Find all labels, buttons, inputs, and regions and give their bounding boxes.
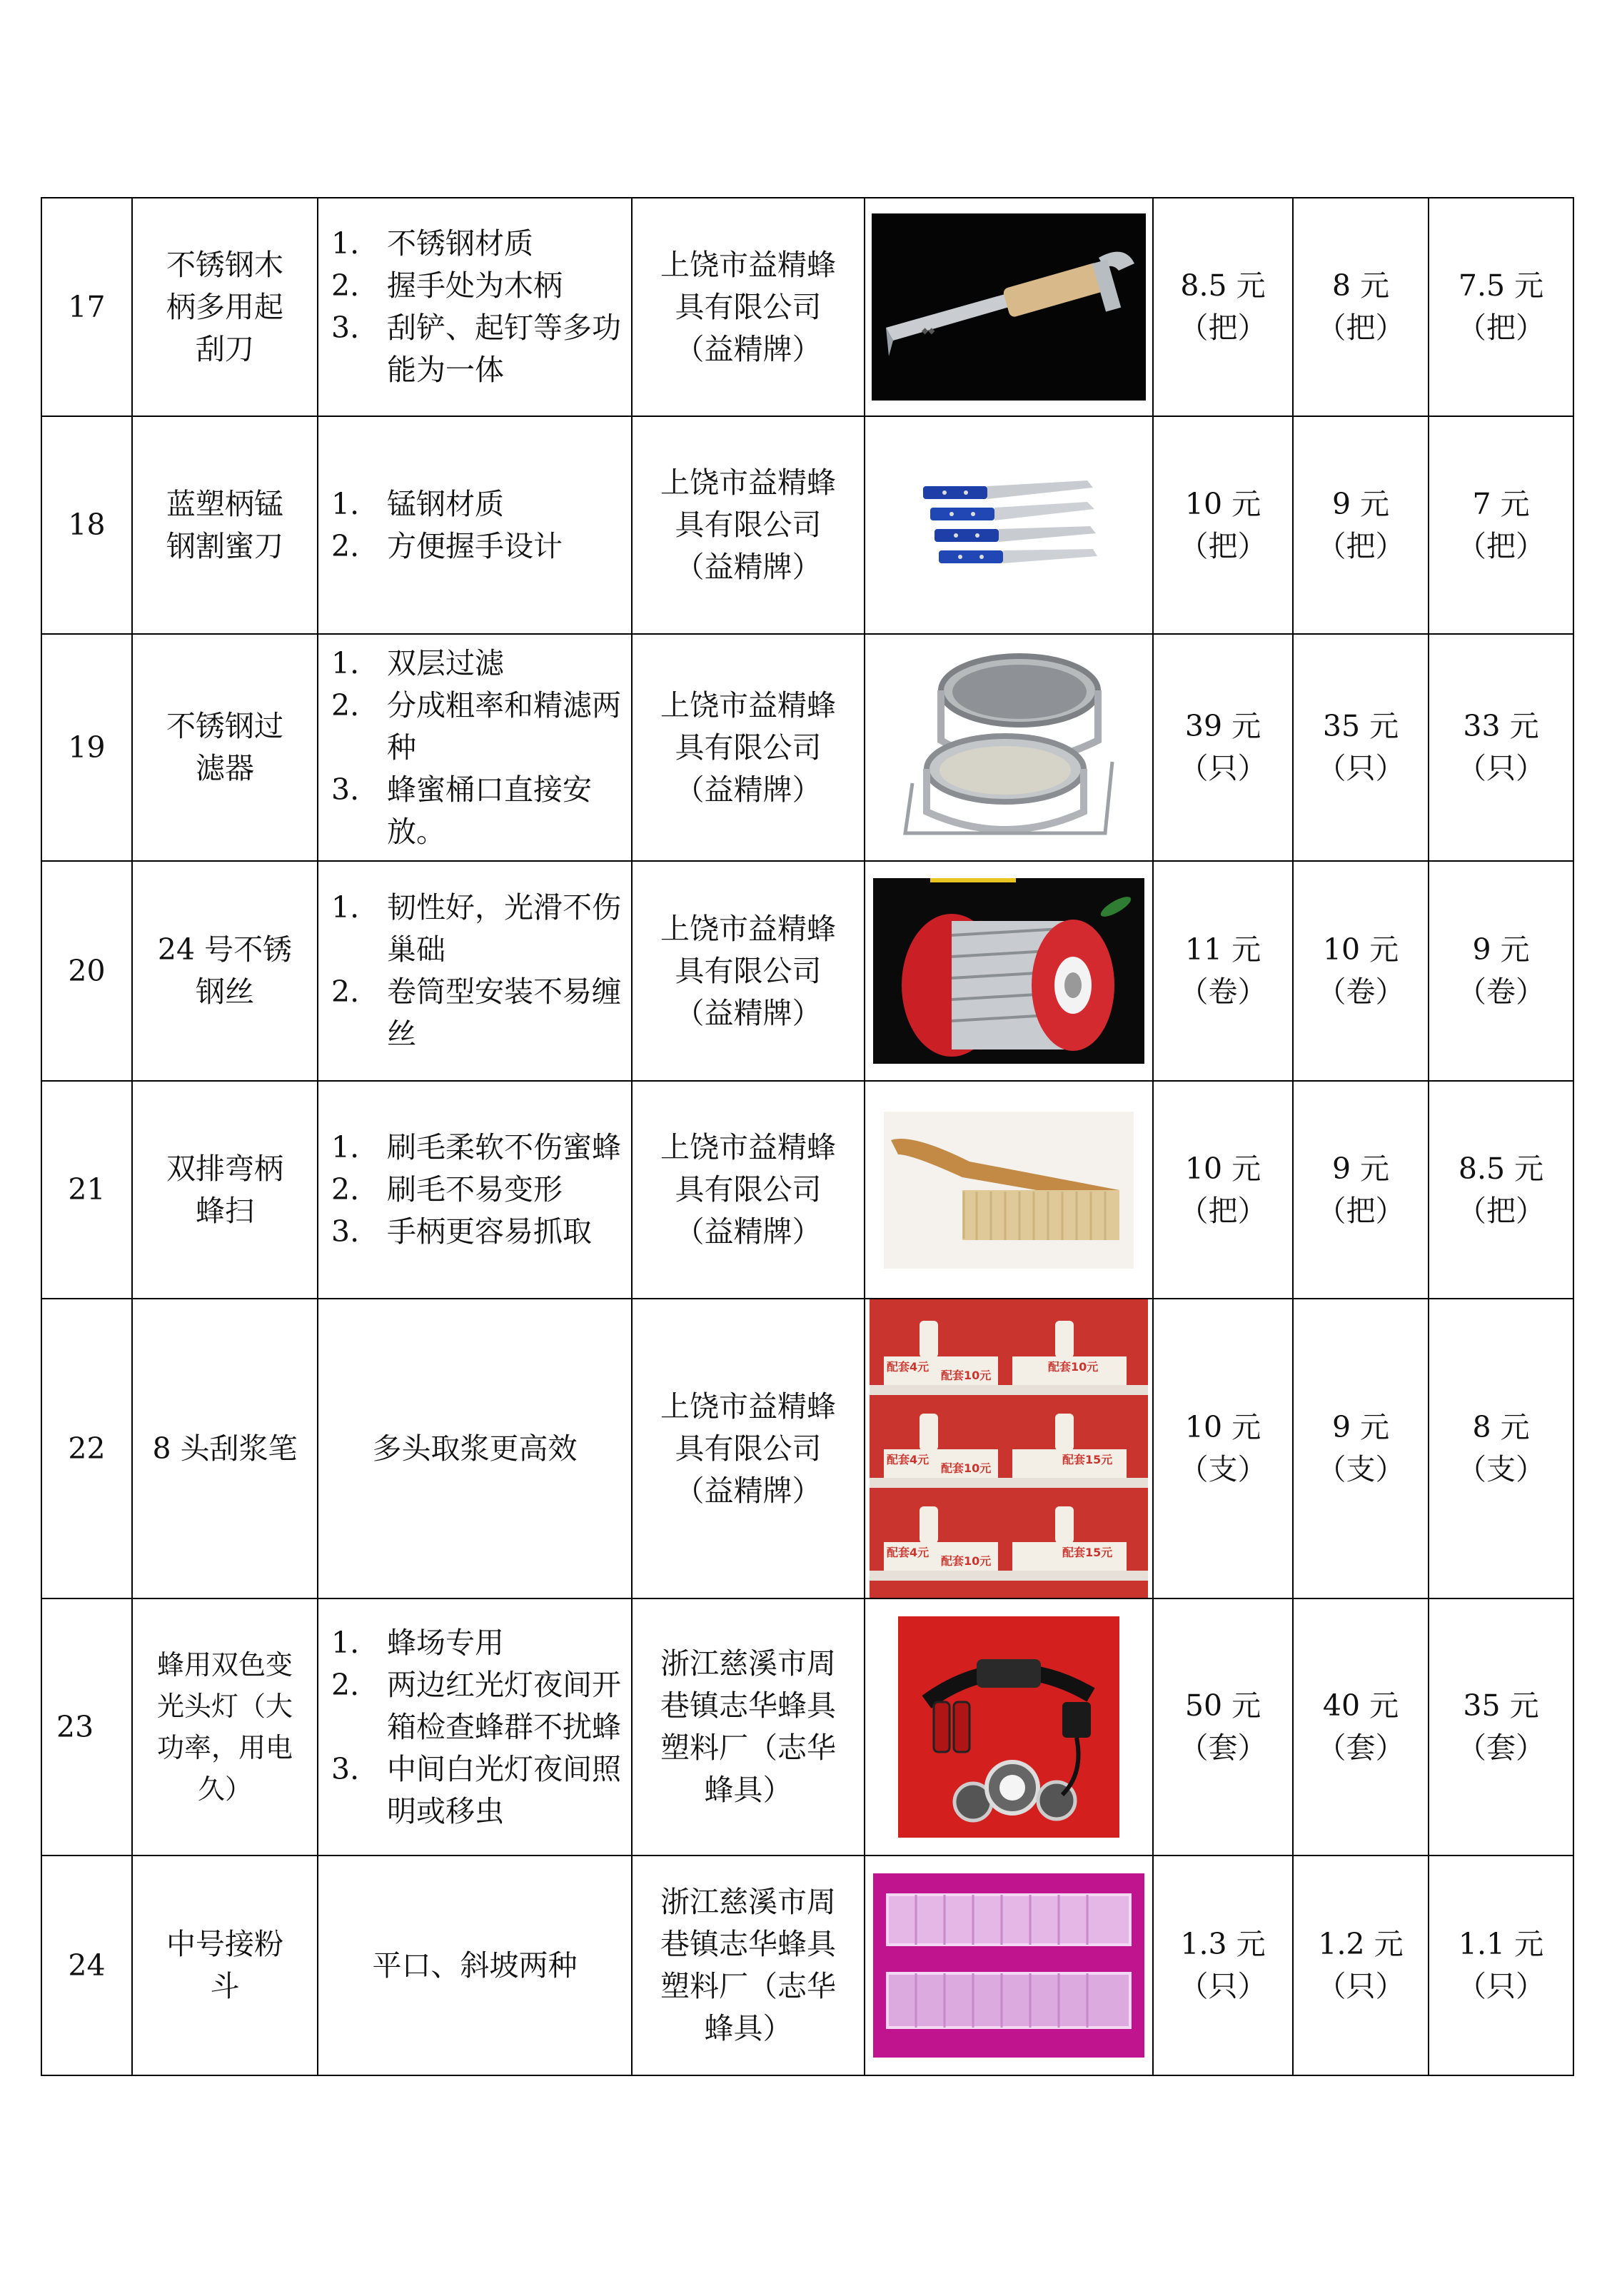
product-name: 双排弯柄蜂扫 <box>132 1081 318 1299</box>
feature-item: 双层过滤 <box>387 645 504 680</box>
price-1: 50 元（套） <box>1153 1598 1293 1856</box>
row-number: 18 <box>41 416 132 634</box>
table-row <box>41 634 1573 861</box>
product-photo <box>865 861 1153 1081</box>
price-2: 9 元（把） <box>1293 1081 1429 1299</box>
knives-icon <box>916 472 1102 579</box>
price-2: 10 元（卷） <box>1293 861 1429 1081</box>
table-row <box>41 1299 1573 1598</box>
product-photo <box>865 1856 1153 2075</box>
price-3: 8 元（支） <box>1429 1299 1573 1598</box>
manufacturer: 上饶市益精蜂具有限公司（益精牌） <box>632 416 865 634</box>
features: 1. 不锈钢材质 2. 握手处为木柄 3. 刮铲、起钉等多功能为一体 <box>318 198 632 416</box>
features: 1. 双层过滤 2. 分成粗率和精滤两种 3. 蜂蜜桶口直接安放。 <box>318 634 632 861</box>
features: 1. 蜂场专用 2. 两边红光灯夜间开箱检查蜂群不扰蜂 3. 中间白光灯夜间照明或移虫 <box>318 1598 632 1856</box>
grafting-tool-icon <box>870 1299 1148 1598</box>
price-3: 8.5 元（把） <box>1429 1081 1573 1299</box>
price-3: 7 元（把） <box>1429 416 1573 634</box>
photo-label: 配套4元 <box>887 1546 930 1559</box>
row-number: 19 <box>41 634 132 861</box>
features: 1. 韧性好，光滑不伤巢础 2. 卷筒型安装不易缠丝 <box>318 861 632 1081</box>
product-photo <box>865 634 1153 861</box>
photo-label: 配套10元 <box>941 1554 992 1568</box>
feature-item: 蜂场专用 <box>387 1625 504 1660</box>
feature-item: 不锈钢材质 <box>387 226 533 261</box>
table-row <box>41 861 1573 1081</box>
feature-item: 锰钢材质 <box>387 486 504 521</box>
photo-label: 配套10元 <box>941 1461 992 1475</box>
product-photo <box>865 198 1153 416</box>
table-row <box>41 1856 1573 2075</box>
headlamp-icon <box>898 1616 1119 1838</box>
hive-tool-icon <box>872 213 1146 401</box>
table-row <box>41 1081 1573 1299</box>
feature-item: 分成粗率和精滤两种 <box>387 688 621 765</box>
price-1: 10 元（把） <box>1153 416 1293 634</box>
feature-item: 刷毛柔软不伤蜜蜂 <box>387 1130 621 1164</box>
photo-label: 配套4元 <box>887 1360 930 1374</box>
manufacturer: 浙江慈溪市周巷镇志华蜂具塑料厂（志华蜂具） <box>632 1856 865 2075</box>
product-photo <box>865 1299 1153 1598</box>
price-1: 39 元（只） <box>1153 634 1293 861</box>
price-2: 9 元（把） <box>1293 416 1429 634</box>
price-3: 35 元（套） <box>1429 1598 1573 1856</box>
feature-item: 刮铲、起钉等多功能为一体 <box>387 311 621 387</box>
price-3: 33 元（只） <box>1429 634 1573 861</box>
price-2: 1.2 元（只） <box>1293 1856 1429 2075</box>
product-name: 蜂用双色变光头灯（大功率，用电久） <box>132 1598 318 1856</box>
features: 平口、斜坡两种 <box>318 1856 632 2075</box>
price-2: 8 元（把） <box>1293 198 1429 416</box>
pollen-tray-icon <box>873 1873 1144 2058</box>
feature-item: 握手处为木柄 <box>387 268 563 303</box>
feature-item: 中间白光灯夜间照明或移虫 <box>387 1751 621 1828</box>
row-number: 17 <box>41 198 132 416</box>
price-1: 10 元（支） <box>1153 1299 1293 1598</box>
table-row <box>41 1598 1573 1856</box>
manufacturer: 上饶市益精蜂具有限公司（益精牌） <box>632 1081 865 1299</box>
bee-brush-icon <box>884 1112 1134 1269</box>
svg-text:◆◆: ◆◆ <box>922 326 935 336</box>
table-row <box>41 198 1573 416</box>
photo-label: 配套4元 <box>887 1453 930 1466</box>
price-2: 9 元（支） <box>1293 1299 1429 1598</box>
price-1: 11 元（卷） <box>1153 861 1293 1081</box>
product-name: 中号接粉斗 <box>132 1856 318 2075</box>
feature-item: 卷筒型安装不易缠丝 <box>387 975 621 1051</box>
feature-item: 两边红光灯夜间开箱检查蜂群不扰蜂 <box>387 1667 621 1744</box>
photo-label: 配套10元 <box>941 1369 992 1382</box>
product-name: 24 号不锈钢丝 <box>132 861 318 1081</box>
manufacturer: 上饶市益精蜂具有限公司（益精牌） <box>632 1299 865 1598</box>
price-3: 7.5 元（把） <box>1429 198 1573 416</box>
product-table <box>41 197 1574 2076</box>
photo-label: 配套15元 <box>1062 1453 1113 1466</box>
wire-spool-icon <box>873 878 1144 1064</box>
price-3: 1.1 元（只） <box>1429 1856 1573 2075</box>
feature-item: 蜂蜜桶口直接安放。 <box>387 772 592 849</box>
row-number: 21 <box>41 1081 132 1299</box>
product-name: 蓝塑柄锰钢割蜜刀 <box>132 416 318 634</box>
price-1: 8.5 元（把） <box>1153 198 1293 416</box>
table-row <box>41 416 1573 634</box>
strainer-icon <box>898 640 1119 855</box>
manufacturer: 上饶市益精蜂具有限公司（益精牌） <box>632 198 865 416</box>
price-2: 35 元（只） <box>1293 634 1429 861</box>
manufacturer: 上饶市益精蜂具有限公司（益精牌） <box>632 634 865 861</box>
price-3: 9 元（卷） <box>1429 861 1573 1081</box>
manufacturer: 上饶市益精蜂具有限公司（益精牌） <box>632 861 865 1081</box>
features: 1. 刷毛柔软不伤蜜蜂 2. 刷毛不易变形 3. 手柄更容易抓取 <box>318 1081 632 1299</box>
row-number: 20 <box>41 861 132 1081</box>
features: 多头取浆更高效 <box>318 1299 632 1598</box>
photo-label: 配套15元 <box>1062 1546 1113 1559</box>
product-name: 8 头刮浆笔 <box>132 1299 318 1598</box>
features: 1. 锰钢材质 2. 方便握手设计 <box>318 416 632 634</box>
row-number: 23 <box>41 1598 132 1856</box>
feature-item: 手柄更容易抓取 <box>387 1214 592 1249</box>
price-1: 1.3 元（只） <box>1153 1856 1293 2075</box>
product-photo <box>865 1081 1153 1299</box>
product-photo <box>865 416 1153 634</box>
feature-item: 方便握手设计 <box>387 528 563 563</box>
photo-label: 配套10元 <box>1048 1360 1099 1374</box>
feature-item: 刷毛不易变形 <box>387 1172 563 1207</box>
product-photo <box>865 1598 1153 1856</box>
row-number: 22 <box>41 1299 132 1598</box>
price-1: 10 元（把） <box>1153 1081 1293 1299</box>
product-name: 不锈钢木柄多用起刮刀 <box>132 198 318 416</box>
manufacturer: 浙江慈溪市周巷镇志华蜂具塑料厂（志华蜂具） <box>632 1598 865 1856</box>
price-2: 40 元（套） <box>1293 1598 1429 1856</box>
row-number: 24 <box>41 1856 132 2075</box>
product-name: 不锈钢过滤器 <box>132 634 318 861</box>
feature-item: 韧性好，光滑不伤巢础 <box>387 890 621 967</box>
